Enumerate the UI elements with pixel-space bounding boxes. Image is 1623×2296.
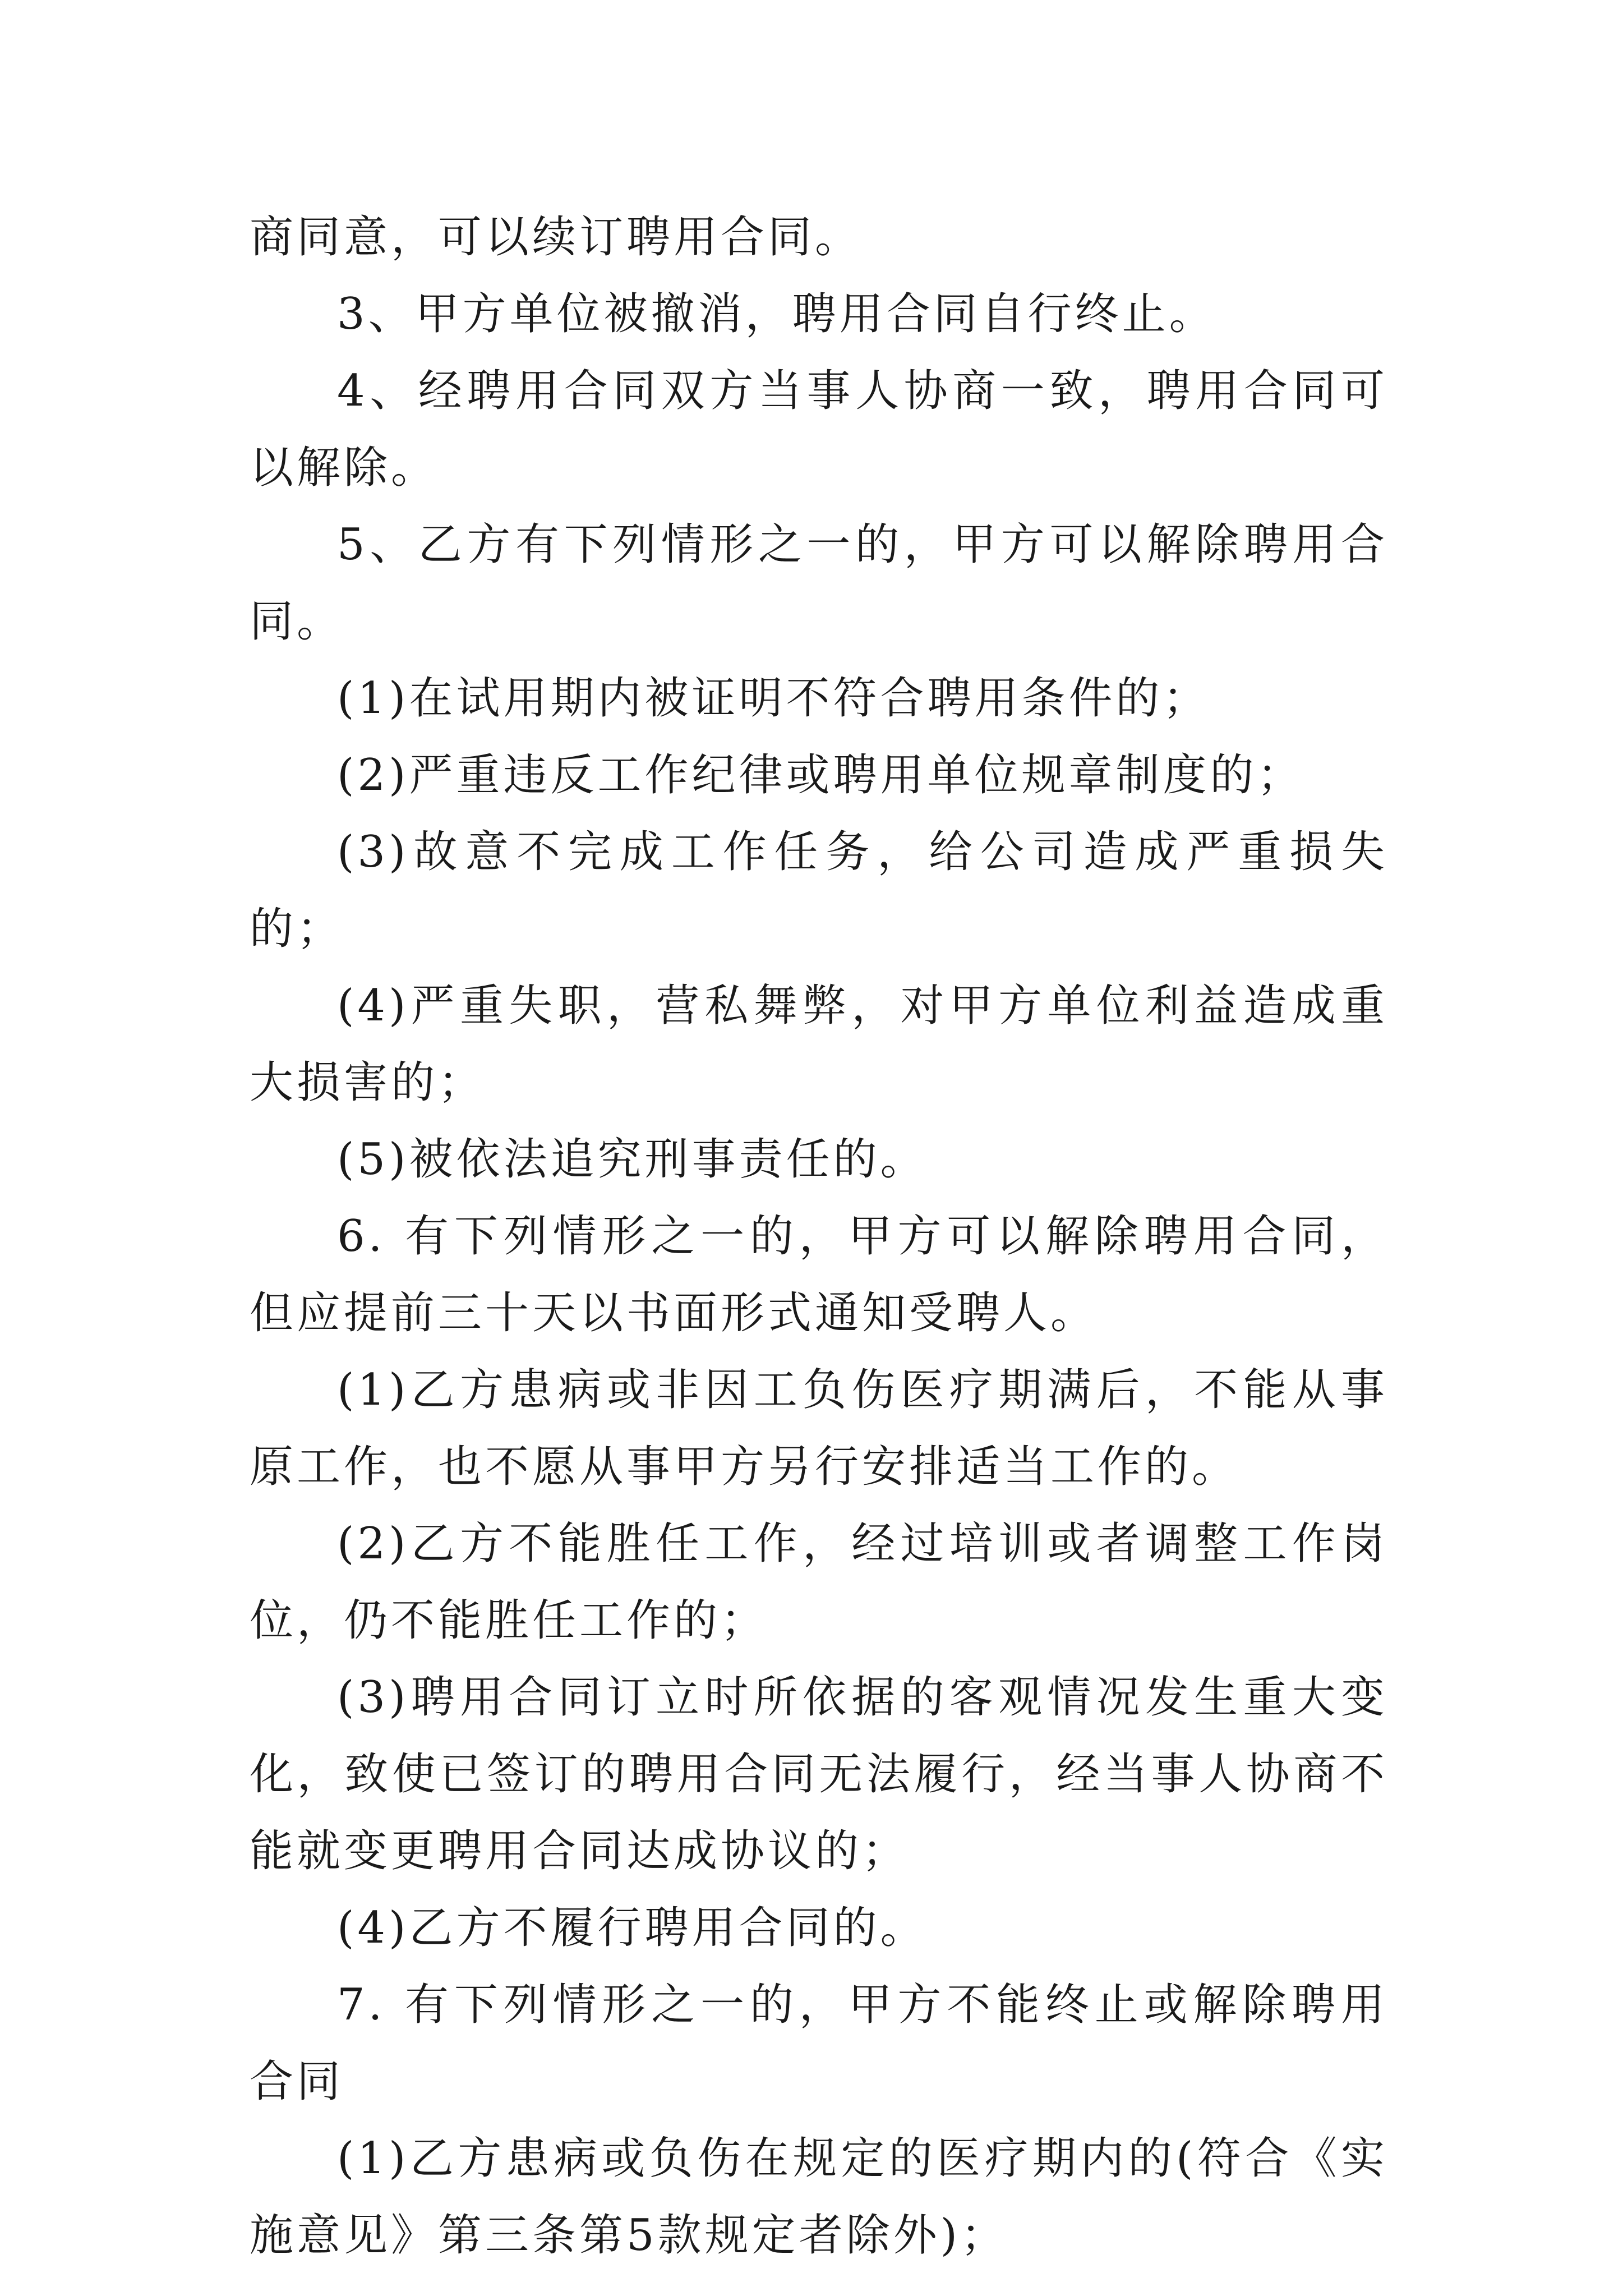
document-body bbox=[250, 199, 1388, 2274]
paragraph-clause-5-item-2: (2)严重违反工作纪律或聘用单位规章制度的； bbox=[337, 750, 1304, 800]
paragraph-clause-5-item-4: (4)严重失职，营私舞弊，对甲方单位利益造成重大损害的； bbox=[250, 981, 1388, 1108]
paragraph-clause-6-item-4: (4)乙方不履行聘用合同的。 bbox=[337, 1903, 928, 1953]
paragraph-clause-7-item-1: (1)乙方患病或负伤在规定的医疗期内的(符合《实施意见》第三条第5款规定者除外)； bbox=[250, 2133, 1388, 2261]
paragraph-clause-3: 3、甲方单位被撤消，聘用合同自行终止。 bbox=[337, 289, 1216, 339]
paragraph-clause-6-item-3: (3)聘用合同订立时所依据的客观情况发生重大变化，致使已签订的聘用合同无法履行，经当事人协商不能就变更聘用合同达成协议的； bbox=[250, 1672, 1388, 1876]
paragraph-clause-5: 5、乙方有下列情形之一的，甲方可以解除聘用合同。 bbox=[250, 519, 1388, 647]
paragraph-clause-5-item-5: (5)被依法追究刑事责任的。 bbox=[337, 1134, 928, 1185]
paragraph-clause-7: 7. 有下列情形之一的，甲方不能终止或解除聘用合同 bbox=[250, 1980, 1388, 2107]
paragraph-clause-6: 6. 有下列情形之一的，甲方可以解除聘用合同，但应提前三十天以书面形式通知受聘人。 bbox=[250, 1211, 1388, 1338]
paragraph-clause-6-item-2: (2)乙方不能胜任工作，经过培训或者调整工作岗位，仍不能胜任工作的； bbox=[250, 1519, 1388, 1646]
paragraph-clause-5-item-3: (3)故意不完成工作任务，给公司造成严重损失的； bbox=[250, 827, 1388, 954]
paragraph-clause-6-item-1: (1)乙方患病或非因工负伤医疗期满后，不能从事原工作，也不愿从事甲方另行安排适当工作的。 bbox=[250, 1365, 1388, 1492]
paragraph-clause-5-item-1: (1)在试用期内被证明不符合聘用条件的； bbox=[337, 673, 1210, 724]
paragraph-continuation: 商同意，可以续订聘用合同。 bbox=[250, 212, 863, 263]
paragraph-clause-4: 4、经聘用合同双方当事人协商一致，聘用合同可以解除。 bbox=[250, 366, 1388, 493]
